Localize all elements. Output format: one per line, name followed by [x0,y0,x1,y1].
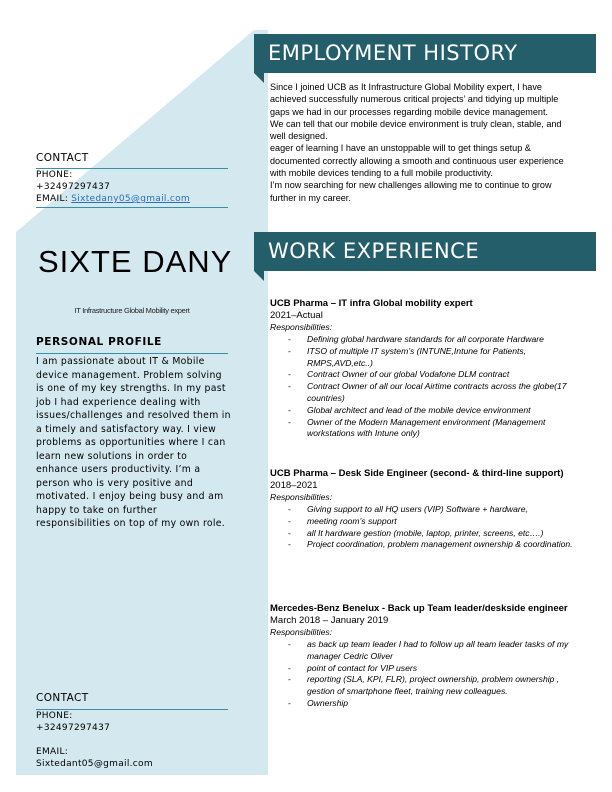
candidate-name: SIXTE DANY [38,244,233,279]
employment-text [270,81,578,204]
list-item: - Defining global hardware standards for all corporate Hardware [270,334,577,346]
work-banner-notch [254,271,264,281]
job-responsibilities-list [270,334,590,440]
job-responsibilities-label: Responsibilities: [270,627,333,637]
email-label: EMAIL: [36,747,69,757]
job-dates: March 2018 – January 2019 [270,615,389,626]
list-item: - Ownership [270,698,577,710]
job-responsibilities-label: Responsibilities: [270,492,333,502]
list-item: - Owner of the Modern Management environment (Management workstations with Intune only) [270,417,577,441]
phone-label: PHONE: [36,711,73,721]
job-dates: 2018–2021 [270,480,318,491]
employment-banner-notch [254,73,264,83]
profile-divider [36,353,228,354]
email-row [36,194,190,204]
employment-paragraph: I’m now searching for new challenges allowing me to continue to grow further in my career. [270,180,552,203]
list-item: - point of contact for VIP users [270,663,577,675]
employment-banner [254,34,596,73]
email-address: Sixtedant05@gmail.com [36,759,153,769]
contact-divider-bottom [36,207,228,208]
job-entry [270,298,590,440]
list-item: - meeting room’s support [270,516,577,528]
job-subtitle: IT Infrastructure Global Mobility expert [74,306,190,315]
profile-text: I am passionate about IT & Mobile device management. Problem solving is one of my key strengths. In my past job I had experience dealing with issues/challenges and resolved them in a timely and satisfactory way. I view problems as opportunities where I can learn new solutions in order to enhance users productivity. I’m a person who is very positive and motivated. I enjoy being busy and am happy to take on further responsibilities on top of my own role. [36,356,231,529]
job-dates: 2021–Actual [270,310,323,321]
employment-paragraph: eager of learning I have an unstoppable will to get things setup & documented correctly allowing a smooth and continuous user experience with mobile devices tending to a full mobile productivity. [270,143,564,179]
work-banner [254,232,596,271]
job-title: UCB Pharma – IT infra Global mobility expert [270,298,473,309]
phone-number: +32497297437 [36,723,111,733]
job-title: UCB Pharma – Desk Side Engineer (second- & third-line support) [270,468,564,479]
contact-heading-bottom: CONTACT [36,692,89,704]
list-item: - Contract Owner of our global Vodafone DLM contract [270,369,577,381]
list-item: - all It hardware gestion (mobile, laptop, printer, screens, etc….) [270,528,577,540]
job-entry [270,603,570,710]
profile-heading: PERSONAL PROFILE [36,336,162,348]
job-responsibilities-label: Responsibilities: [270,322,333,332]
job-responsibilities-list [270,639,570,710]
contact-bottom-divider [36,709,228,710]
email-label: EMAIL: [36,194,69,204]
contact-heading: CONTACT [36,152,89,164]
email-link[interactable]: Sixtedany05@gmail.com [71,194,190,204]
list-item: - Global architect and lead of the mobile device environment [270,405,577,417]
work-heading: WORK EXPERIENCE [268,239,480,263]
contact-divider [36,168,228,169]
employment-paragraph: We can tell that our mobile device environment is truly clean, stable, and well designed. [270,118,562,142]
list-item: - as back up team leader I had to follow up all team leader tasks of my manager Cedric Oliver [270,639,577,663]
list-item: - reporting (SLA, KPI, FLR), project ownership, problem ownership , gestion of smartphone fleet, training new colleagues. [270,674,577,698]
job-entry [270,468,573,551]
employment-paragraph: Since I joined UCB as It Infrastructure Global Mobility expert, I have achieved successfully numerous critical projects’ and tidying up multiple gaps we had in our processes regarding mobile device management. [270,82,559,117]
list-item: - ITSO of multiple IT system’s (INTUNE,Intune for Patients, RMPS,AVD,etc..) [270,346,577,370]
job-responsibilities-list [270,504,573,551]
list-item: - Giving support to all HQ users (VIP) Software + hardware, [270,504,577,516]
employment-heading: EMPLOYMENT HISTORY [268,41,518,65]
phone-label: PHONE: [36,170,73,180]
job-title: Mercedes-Benz Benelux - Back up Team leader/deskside engineer [270,603,568,614]
phone-number: +32497297437 [36,182,111,192]
list-item: - Contract Owner of all our local Airtime contracts across the globe(17 countries) [270,381,577,405]
list-item: - Project coordination, problem management ownership & coordination. [270,539,577,551]
